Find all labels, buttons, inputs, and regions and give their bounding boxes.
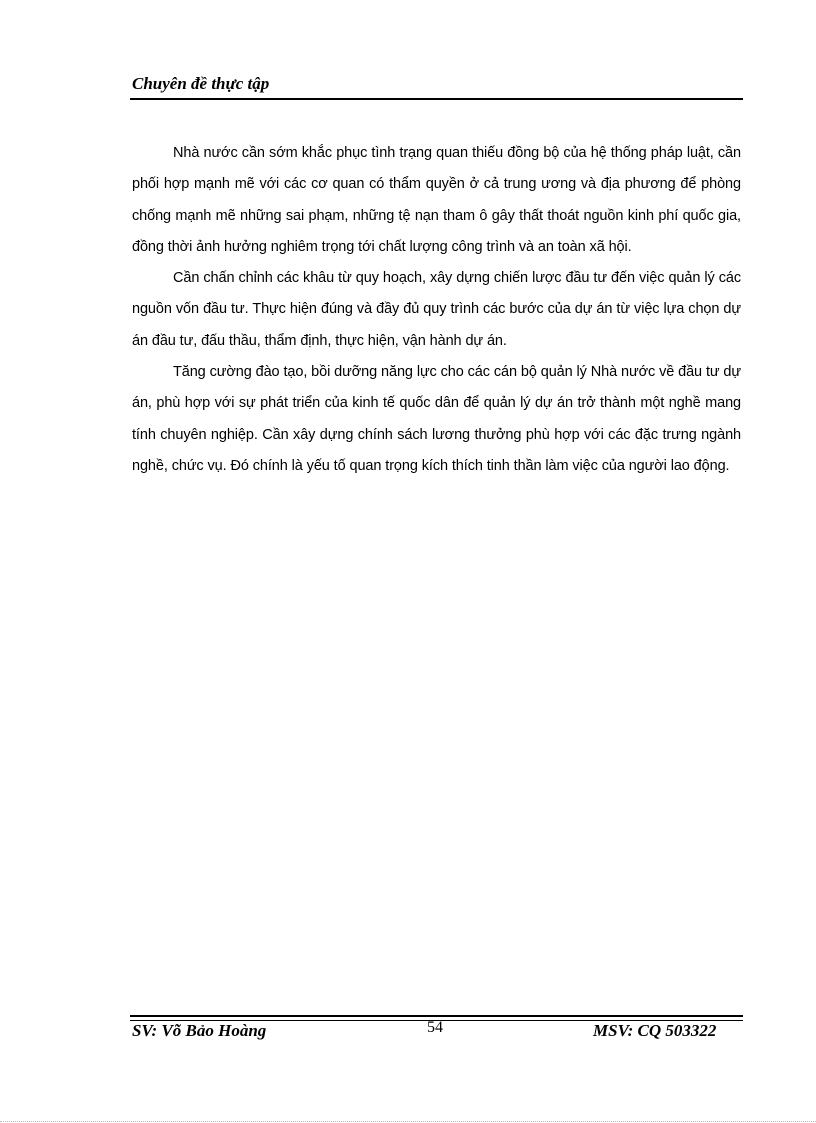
body-text xyxy=(132,138,741,482)
footer-student-id: MSV: CQ 503322 xyxy=(593,1021,717,1040)
header-title: Chuyên đề thực tập xyxy=(132,74,270,93)
header-rule xyxy=(130,98,743,100)
footer-rule-top xyxy=(130,1015,743,1017)
footer-student-name: SV: Võ Bảo Hoàng xyxy=(132,1021,267,1040)
page-footer xyxy=(132,1021,732,1045)
footer-page-number: 54 xyxy=(427,1019,443,1036)
page-bottom-border xyxy=(0,1121,816,1122)
paragraph-3: Tăng cường đào tạo, bồi dưỡng năng lực cho các cán bộ quản lý Nhà nước về đầu tư dự án, phù hợp với sự phát triển của kinh tế quốc dân để quản lý dự án trở thành một nghề mang tính chuyên nghiệp. Cần xây dựng chính sách lương thưởng phù hợp với các đặc trưng ngành nghề, chức vụ. Đó chính là yếu tố quan trọng kích thích tinh thần làm việc của người lao động. xyxy=(132,364,741,474)
paragraph-1: Nhà nước cần sớm khắc phục tình trạng quan thiếu đồng bộ của hệ thống pháp luật, cần phối hợp mạnh mẽ với các cơ quan có thẩm quyền ở cả trung ương và địa phương để phòng chống mạnh mẽ những sai phạm, những tệ nạn tham ô gây thất thoát nguồn kinh phí quốc gia, đồng thời ảnh hưởng nghiêm trọng tới chất lượng công trình và an toàn xã hội. xyxy=(132,145,741,255)
paragraph-2: Cần chấn chỉnh các khâu từ quy hoạch, xây dựng chiến lược đầu tư đến việc quản lý các nguồn vốn đầu tư. Thực hiện đúng và đầy đủ quy trình các bước của dự án từ việc lựa chọn dự án đầu tư, đấu thầu, thẩm định, thực hiện, vận hành dự án. xyxy=(132,270,741,349)
page-header xyxy=(132,74,742,100)
